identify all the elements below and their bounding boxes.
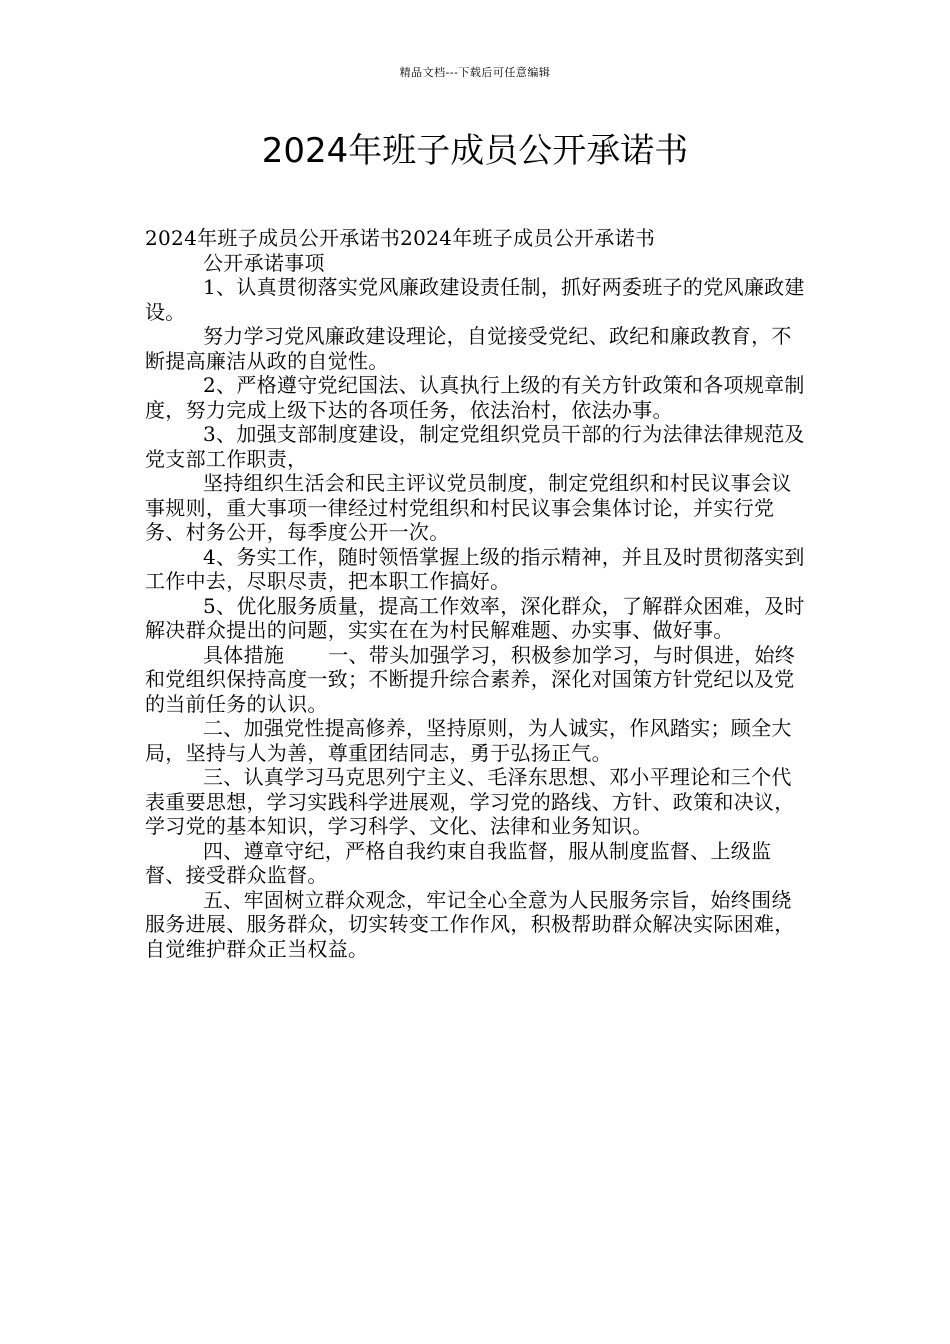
- measure-item-5: 五、牢固树立群众观念，牢记全心全意为人民服务宗旨，始终围绕服务进展、服务群众，切实转变工作作风，积极帮助群众解决实际困难，自觉维护群众正当权益。: [145, 887, 795, 961]
- section-heading-measures: 具体措施: [203, 642, 285, 667]
- section-heading-commitments: 公开承诺事项: [203, 250, 325, 275]
- measure-item-2: 二、加强党性提高修养，坚持原则，为人诚实，作风踏实；顾全大局，坚持与人为善，尊重团结同志，勇于弘扬正气。: [145, 716, 792, 765]
- commitment-item-4: 4、务实工作，随时领悟掌握上级的指示精神，并且及时贯彻落实到工作中去，尽职尽责，把本职工作搞好。: [145, 544, 805, 593]
- commitment-item-5: 5、优化服务质量，提高工作效率，深化群众，了解群众困难，及时解决群众提出的问题，实实在在为村民解难题、办实事、做好事。: [145, 593, 805, 642]
- document-body: [145, 226, 810, 961]
- commitment-paragraph: 努力学习党风廉政建设理论，自觉接受党纪、政纪和廉政教育，不断提高廉洁从政的自觉性。: [145, 324, 792, 373]
- commitment-paragraph: 坚持组织生活会和民主评议党员制度，制定党组织和村民议事会议事规则，重大事项一律经过村党组织和村民议事会集体讨论，并实行党务、村务公开，每季度公开一次。: [145, 471, 792, 544]
- measure-item-3: 三、认真学习马克思列宁主义、毛泽东思想、邓小平理论和三个代表重要思想，学习实践科学进展观，学习党的路线、方针、政策和决议，学习党的基本知识，学习科学、文化、法律和业务知识。: [145, 765, 795, 838]
- commitment-item-3: 3、加强支部制度建设，制定党组织党员干部的行为法律法律规范及党支部工作职责，: [145, 422, 805, 471]
- commitment-item-1: 1、认真贯彻落实党风廉政建设责任制，抓好两委班子的党风廉政建设。: [145, 275, 805, 324]
- measure-item-1: [145, 643, 810, 717]
- document-title: 2024年班子成员公开承诺书: [261, 131, 689, 171]
- measure-item-4: 四、遵章守纪，严格自我约束自我监督，服从制度监督、上级监督、接受群众监督。: [145, 838, 772, 887]
- page-header: 精品文档---下载后可任意编辑: [399, 66, 551, 79]
- commitment-item-2: 2、严格遵守党纪国法、认真执行上级的有关方针政策和各项规章制度，努力完成上级下达的各项任务，依法治村，依法办事。: [145, 373, 805, 422]
- measure-item-1-text: 一、带头加强学习，积极参加学习，与时俱进，始终和党组织保持高度一致；不断提升综合素养，深化对国策方针党纪以及党的当前任务的认识。: [145, 642, 796, 716]
- lead-paragraph: 2024年班子成员公开承诺书2024年班子成员公开承诺书: [145, 226, 656, 250]
